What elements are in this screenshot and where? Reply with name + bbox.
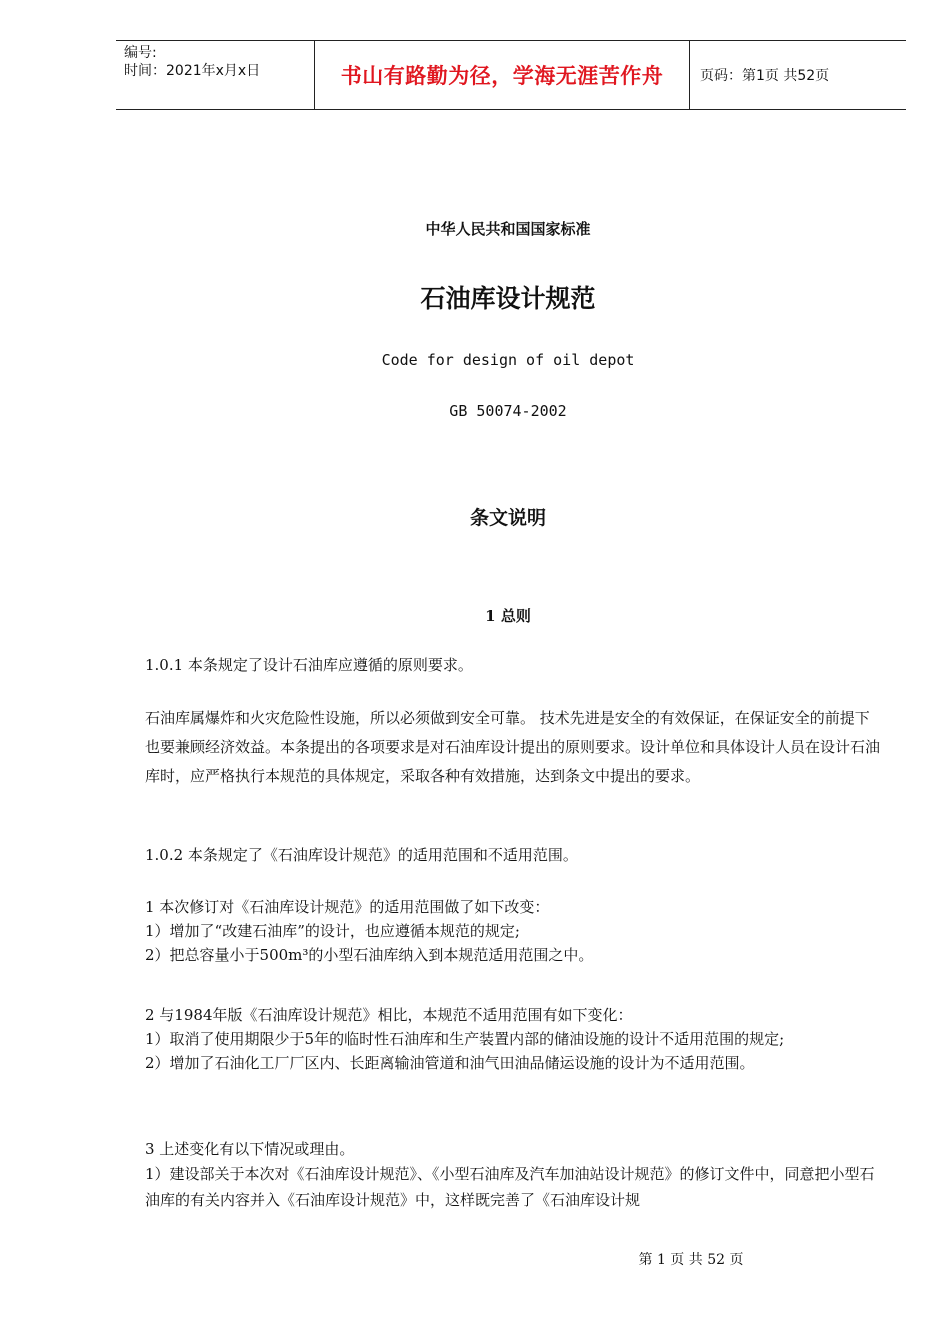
- chapter-heading: 1 总则: [485, 607, 531, 625]
- list-item: 1 本次修订对《石油库设计规范》的适用范围做了如下改变：: [145, 898, 550, 916]
- paragraph-1-0-2: [145, 843, 880, 867]
- list-reasons: [145, 1137, 880, 1213]
- list-item: 2）增加了石油化工厂厂区内、长距离输油管道和油气田油品储运设施的设计为不适用范围。: [145, 1054, 755, 1072]
- section-heading: 条文说明: [469, 507, 546, 529]
- list-item: 2）把总容量小于500m³的小型石油库纳入到本规范适用范围之中。: [145, 946, 594, 964]
- header-motto: 书山有路勤为径，学海无涯苦作舟: [315, 41, 690, 109]
- header-meta: [116, 41, 315, 109]
- list-exclusions: [145, 1003, 880, 1075]
- paragraph-text: 石油库属爆炸和火灾危险性设施，所以必须做到安全可靠。 技术先进是安全的有效保证，在保证安全的前提下也要兼顾经济效益。本条提出的各项要求是对石油库设计提出的原则要求。设计单位和具体设计人员在设计石油库时，应严格执行本规范的具体规定，采取各种有效措施，达到条文中提出的要求。: [145, 709, 881, 785]
- page-footer: 第 1 页 共 52 页: [638, 1252, 744, 1268]
- document-title: 石油库设计规范: [420, 284, 596, 313]
- list-item: 1）增加了“改建石油库”的设计，也应遵循本规范的规定;: [145, 922, 520, 940]
- list-item: 1）取消了使用期限少于5年的临时性石油库和生产装置内部的储油设施的设计不适用范围的规定;: [145, 1030, 785, 1048]
- header-page-info: 页码：第1页 共52页: [700, 68, 830, 84]
- page-header: [116, 40, 906, 110]
- doc-number-label: 编号:: [124, 45, 157, 61]
- document-title-english: Code for design of oil depot: [381, 351, 635, 369]
- list-item: 2 与1984年版《石油库设计规范》相比，本规范不适用范围有如下变化：: [145, 1006, 633, 1024]
- doc-time-label: 时间：2021年x月x日: [124, 63, 261, 79]
- list-item: 1）建设部关于本次对《石油库设计规范》、《小型石油库及汽车加油站设计规范》的修订文件中，同意把小型石油库的有关内容并入《石油库设计规范》中，这样既完善了《石油库设计规: [145, 1165, 875, 1209]
- standard-label: 中华人民共和国国家标准: [425, 220, 591, 238]
- list-revision-scope: [145, 895, 880, 967]
- paragraph-text: 1.0.2 本条规定了《石油库设计规范》的适用范围和不适用范围。: [145, 846, 578, 864]
- list-item: 3 上述变化有以下情况或理由。: [145, 1140, 355, 1158]
- paragraph-text: 1.0.1 本条规定了设计石油库应遵循的原则要求。: [145, 656, 473, 674]
- standard-code: GB 50074-2002: [449, 402, 567, 420]
- paragraph-1-0-1: [145, 653, 880, 677]
- paragraph-safety: [145, 704, 880, 791]
